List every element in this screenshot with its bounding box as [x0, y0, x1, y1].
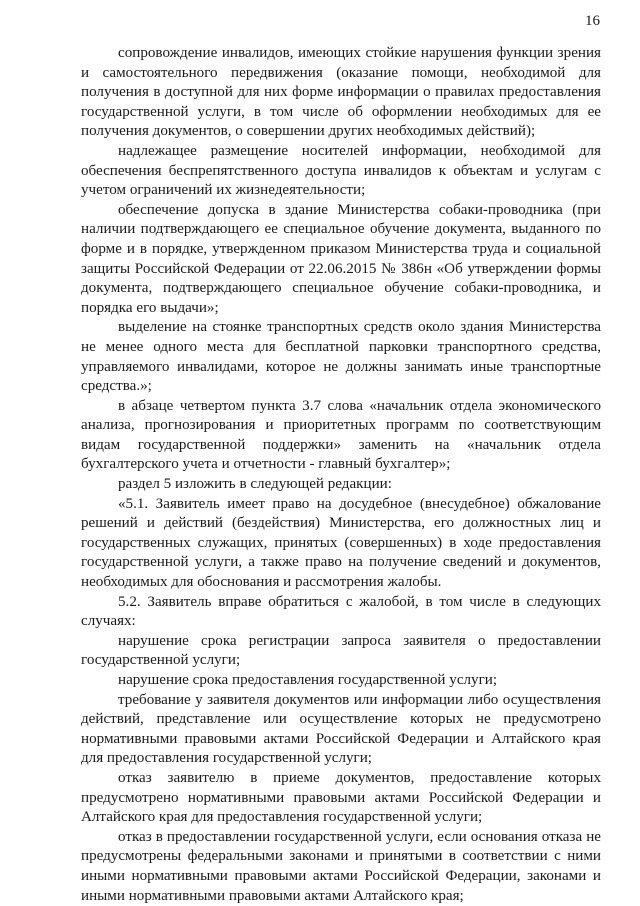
paragraph: нарушение срока предоставления государственной услуги; — [118, 672, 498, 688]
paragraph: выделение на стоянке транспортных средств около здания Министерства не менее одного места для бесплатной парковки транспортного средства, управляемого инвалидами, которое не должны занимать иные транспортные средства.»; — [81, 319, 601, 395]
document-body — [81, 44, 601, 906]
paragraph: отказ заявителю в приеме документов, предоставление которых предусмотрено нормативными правовыми актами Российской Федерации и Алтайского края для предоставления государственной услуги; — [81, 769, 601, 826]
paragraph: 5.2. Заявитель вправе обратиться с жалобой, в том числе в следующих случаях: — [81, 593, 601, 630]
paragraph: обеспечение допуска в здание Министерства собаки-проводника (при наличии подтверждающего ее специальное обучение документа, выданного по форме и в порядке, утвержденном приказом Министерства труда и социальной защиты Российской Федерации от 22.06.2015 № 386н «Об утверждении формы документа, подтверждающего специальное обучение собаки-проводника, и порядка его выдачи»; — [81, 201, 601, 316]
paragraph: «5.1. Заявитель имеет право на досудебное (внесудебное) обжалование решений и действий (бездействия) Министерства, его должностных лиц и государственных служащих, принятых (совершенных) в ходе предоставления государственной услуги, а также право на получение сведений и документов, необходимых для обоснования и рассмотрения жалобы. — [81, 495, 601, 591]
paragraph: в абзаце четвертом пункта 3.7 слова «начальник отдела экономического анализа, прогнозирования и приоритетных программ по соответствующим видам государственной поддержки» заменить на «начальник отдела бухгалтерского учета и отчетности - главный бухгалтер»; — [81, 397, 601, 473]
paragraph: нарушение срока регистрации запроса заявителя о предоставлении государственной услуги; — [81, 632, 601, 669]
paragraph: раздел 5 изложить в следующей редакции: — [118, 476, 392, 493]
paragraph: надлежащее размещение носителей информации, необходимой для обеспечения беспрепятственного доступа инвалидов к объектам и услугам с учетом ограничений их жизнедеятельности; — [81, 142, 601, 199]
page-number: 16 — [585, 13, 600, 29]
paragraph: отказ в предоставлении государственной услуги, если основания отказа не предусмотрены федеральными законами и принятыми в соответствии с ними иными нормативными правовыми актами Российской Федерации, законами и иными нормативными правовыми актами Алтайского края; — [81, 828, 601, 904]
paragraph: требование у заявителя документов или информации либо осуществления действий, представление или осуществление которых не предусмотрено нормативными правовыми актами Российской Федерации и Алтайского края для предоставления государственной услуги; — [81, 691, 601, 767]
paragraph: сопровождение инвалидов, имеющих стойкие нарушения функции зрения и самостоятельного передвижения (оказание помощи, необходимой для получения в доступной для них форме информации о правилах предоставления государственной услуги, в том числе об оформлении необходимых для ее получения документов, о совершении других необходимых действий); — [81, 45, 601, 140]
